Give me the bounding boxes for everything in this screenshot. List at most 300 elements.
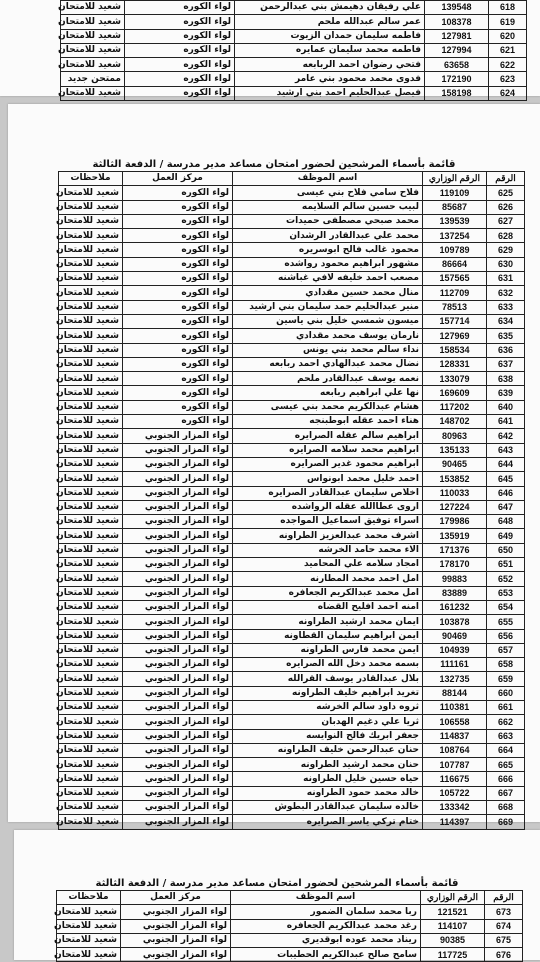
row-employee-name: فتحي رضوان احمد الربابعه	[235, 58, 425, 72]
row-notes: شعيد للامتحان	[59, 214, 123, 228]
row-workplace: لواء الكوره	[123, 229, 233, 243]
row-workplace: لواء المزار الجنوبي	[123, 429, 233, 443]
table-row	[59, 472, 525, 486]
row-ministry-id: 107787	[423, 758, 487, 772]
row-ministry-id: 108378	[425, 15, 489, 29]
row-notes: شعيد للامتحان	[59, 314, 123, 328]
row-number: 637	[487, 357, 525, 371]
row-number: 618	[489, 1, 527, 15]
row-employee-name: ثريا علي دغيم الهدبان	[233, 715, 423, 729]
row-workplace: لواء المزار الجنوبي	[123, 772, 233, 786]
row-number: 655	[487, 615, 525, 629]
row-notes: شعيد للامتحان	[59, 272, 123, 286]
row-employee-name: اخلاص سليمان عبدالقادر الصرايره	[233, 486, 423, 500]
row-workplace: لواء الكوره	[123, 314, 233, 328]
row-notes: شعيد للامتحان	[59, 457, 123, 471]
row-employee-name: فاطمه سليمان حمدان الزيوت	[235, 29, 425, 43]
table-row	[59, 200, 525, 214]
row-number: 656	[487, 629, 525, 643]
row-notes: شعيد للامتحان	[59, 700, 123, 714]
row-workplace: لواء الكوره	[123, 386, 233, 400]
table-row	[59, 515, 525, 529]
row-ministry-id: 117202	[423, 400, 487, 414]
row-employee-name: اروى عطاالله عقله الرواشده	[233, 500, 423, 514]
row-employee-name: ربا محمد سلمان الضمور	[231, 905, 421, 919]
row-ministry-id: 172190	[425, 72, 489, 86]
row-workplace: لواء المزار الجنوبي	[123, 543, 233, 557]
row-workplace: لواء المزار الجنوبي	[123, 672, 233, 686]
row-employee-name: اسراء توفيق اسماعيل المواجده	[233, 515, 423, 529]
table-row	[59, 715, 525, 729]
table-row	[61, 29, 527, 43]
row-number: 674	[485, 919, 523, 933]
row-ministry-id: 121521	[421, 905, 485, 919]
row-employee-name: حنان محمد ارشيد الطراونه	[233, 758, 423, 772]
table-row	[59, 186, 525, 200]
row-notes: شعيد للامتحان	[59, 815, 123, 829]
row-number: 642	[487, 429, 525, 443]
row-employee-name: جعفر ابريك فالح النوايسه	[233, 729, 423, 743]
row-workplace: لواء المزار الجنوبي	[123, 615, 233, 629]
row-employee-name: تغريد ابراهيم خليف الطراونه	[233, 686, 423, 700]
row-employee-name: رغد محمد عبدالكريم الجعافره	[231, 919, 421, 933]
row-workplace: لواء المزار الجنوبي	[123, 529, 233, 543]
row-ministry-id: 127224	[423, 500, 487, 514]
table-page-3	[56, 890, 522, 962]
row-ministry-id: 127994	[425, 43, 489, 57]
row-employee-name: هناء احمد عقله ابوطبنجه	[233, 415, 423, 429]
table-row	[59, 758, 525, 772]
table-page-2	[58, 171, 524, 873]
row-ministry-id: 179986	[423, 515, 487, 529]
row-workplace: لواء المزار الجنوبي	[123, 443, 233, 457]
row-notes: شعيد للامتحان	[59, 386, 123, 400]
row-ministry-id: 132735	[423, 672, 487, 686]
row-notes: شعيد للامتحان	[59, 529, 123, 543]
row-employee-name: عمر سالم عبدالله ملحم	[235, 15, 425, 29]
row-ministry-id: 80963	[423, 429, 487, 443]
row-workplace: لواء الكوره	[123, 300, 233, 314]
row-ministry-id: 139548	[425, 1, 489, 15]
table-row	[59, 815, 525, 829]
row-number: 619	[489, 15, 527, 29]
row-employee-name: ايمن ابراهيم سليمان القطاونه	[233, 629, 423, 643]
row-employee-name: منال محمد حسين مقدادي	[233, 286, 423, 300]
row-workplace: لواء الكوره	[123, 243, 233, 257]
row-number: 657	[487, 643, 525, 657]
row-ministry-id: 119109	[423, 186, 487, 200]
row-notes: شعيد للامتحان	[59, 743, 123, 757]
row-notes: شعيد للامتحان	[59, 801, 123, 815]
document-page-3	[14, 830, 540, 960]
row-workplace: لواء الكوره	[125, 29, 235, 43]
row-notes: شعيد للامتحان	[61, 58, 125, 72]
row-employee-name: بسمه محمد دخل الله الصرايره	[233, 658, 423, 672]
row-workplace: لواء المزار الجنوبي	[123, 486, 233, 500]
row-employee-name: محمود غالب فالح ابوسريره	[233, 243, 423, 257]
row-notes: شعيد للامتحان	[59, 343, 123, 357]
table-row	[59, 672, 525, 686]
candidates-table-3	[56, 890, 523, 962]
row-ministry-id: 127969	[423, 329, 487, 343]
row-ministry-id: 158534	[423, 343, 487, 357]
table-row	[59, 372, 525, 386]
table-row	[59, 343, 525, 357]
row-workplace: لواء الكوره	[123, 186, 233, 200]
table-row	[59, 500, 525, 514]
row-notes: شعيد للامتحان	[59, 572, 123, 586]
row-notes: شعيد للامتحان	[59, 300, 123, 314]
row-workplace: لواء الكوره	[125, 43, 235, 57]
row-ministry-id: 153852	[423, 472, 487, 486]
table-row	[59, 643, 525, 657]
table-row	[59, 801, 525, 815]
row-number: 620	[489, 29, 527, 43]
table-row	[57, 919, 523, 933]
row-ministry-id: 158198	[425, 86, 489, 100]
row-notes: شعيد للامتحان	[59, 672, 123, 686]
row-notes: شعيد للامتحان	[59, 357, 123, 371]
row-number: 624	[489, 86, 527, 100]
row-number: 636	[487, 343, 525, 357]
row-notes: شعيد للامتحان	[59, 243, 123, 257]
row-workplace: لواء الكوره	[123, 400, 233, 414]
row-notes: شعيد للامتحان	[59, 658, 123, 672]
row-notes: شعيد للامتحان	[59, 558, 123, 572]
row-notes: شعيد للامتحان	[57, 905, 121, 919]
document-page-1	[0, 0, 540, 99]
table-row	[59, 729, 525, 743]
row-ministry-id: 157714	[423, 314, 487, 328]
row-ministry-id: 111161	[423, 658, 487, 672]
row-notes: شعيد للامتحان	[59, 686, 123, 700]
row-number: 639	[487, 386, 525, 400]
table-row	[59, 286, 525, 300]
row-number: 669	[487, 815, 525, 829]
row-employee-name: علي رفيقان دهيمش بني عبدالرحمن	[235, 1, 425, 15]
row-notes: شعيد للامتحان	[59, 443, 123, 457]
row-ministry-id: 63658	[425, 58, 489, 72]
row-employee-name: ريناد محمد عوده ابوقديري	[231, 933, 421, 947]
row-number: 666	[487, 772, 525, 786]
row-notes: شعيد للامتحان	[61, 29, 125, 43]
row-ministry-id: 169609	[423, 386, 487, 400]
row-workplace: لواء المزار الجنوبي	[123, 786, 233, 800]
header-notes: ملاحظات	[59, 172, 123, 186]
row-workplace: لواء الكوره	[123, 415, 233, 429]
row-employee-name: نها علي ابراهيم ربابعه	[233, 386, 423, 400]
header-name: اسم الموظف	[233, 172, 423, 186]
row-ministry-id: 105722	[423, 786, 487, 800]
row-number: 658	[487, 658, 525, 672]
list-title: قائمة بأسماء المرشحين لحضور امتحان مساعد مدير مدرسة / الدفعة الثالثة	[92, 159, 456, 170]
table-row	[59, 572, 525, 586]
row-number: 652	[487, 572, 525, 586]
row-number: 675	[485, 933, 523, 947]
table-row	[59, 629, 525, 643]
candidates-table-2	[58, 171, 525, 873]
row-workplace: لواء المزار الجنوبي	[123, 729, 233, 743]
row-employee-name: هشام عبدالكريم محمد بني عيسى	[233, 400, 423, 414]
row-workplace: لواء المزار الجنوبي	[123, 758, 233, 772]
table-row	[57, 948, 523, 962]
row-notes: شعيد للامتحان	[59, 229, 123, 243]
row-number: 630	[487, 257, 525, 271]
table-row	[59, 229, 525, 243]
row-workplace: لواء المزار الجنوبي	[123, 586, 233, 600]
row-employee-name: احمد خليل محمد ابونواس	[233, 472, 423, 486]
table-row	[59, 543, 525, 557]
row-number: 664	[487, 743, 525, 757]
row-ministry-id: 137254	[423, 229, 487, 243]
row-number: 622	[489, 58, 527, 72]
row-workplace: لواء الكوره	[125, 15, 235, 29]
row-ministry-id: 116675	[423, 772, 487, 786]
row-number: 633	[487, 300, 525, 314]
row-workplace: لواء المزار الجنوبي	[123, 558, 233, 572]
row-employee-name: ابراهيم سالم عقله الصرايره	[233, 429, 423, 443]
table-row	[59, 700, 525, 714]
row-ministry-id: 148702	[423, 415, 487, 429]
table-row	[59, 257, 525, 271]
row-number: 661	[487, 700, 525, 714]
row-notes: شعيد للامتحان	[59, 729, 123, 743]
row-notes: شعيد للامتحان	[59, 486, 123, 500]
row-employee-name: الاء محمد حامد الخرشه	[233, 543, 423, 557]
row-number: 663	[487, 729, 525, 743]
row-number: 646	[487, 486, 525, 500]
table-row	[59, 786, 525, 800]
row-workplace: لواء المزار الجنوبي	[123, 472, 233, 486]
table-row	[61, 86, 527, 100]
table-row	[59, 457, 525, 471]
row-notes: شعيد للامتحان	[59, 586, 123, 600]
row-employee-name: فيصل عبدالحليم احمد بني ارشيد	[235, 86, 425, 100]
row-workplace: لواء المزار الجنوبي	[123, 686, 233, 700]
row-workplace: لواء الكوره	[125, 72, 235, 86]
table-row	[59, 329, 525, 343]
row-employee-name: فدوى محمد محمود بني عامر	[235, 72, 425, 86]
table-row	[59, 658, 525, 672]
row-number: 645	[487, 472, 525, 486]
row-ministry-id: 83889	[423, 586, 487, 600]
row-ministry-id: 112709	[423, 286, 487, 300]
header-notes: ملاحظات	[57, 891, 121, 905]
header-name: اسم الموظف	[231, 891, 421, 905]
table-row	[59, 615, 525, 629]
header-ministry-id: الرقم الوزاري	[423, 172, 487, 186]
row-employee-name: محمد صبحي مصطفى حميدات	[233, 214, 423, 228]
row-employee-name: امجاد سلامه علي المحاميد	[233, 558, 423, 572]
table-page-1	[60, 0, 526, 101]
header-workplace: مركز العمل	[123, 172, 233, 186]
row-workplace: لواء الكوره	[125, 58, 235, 72]
row-number: 659	[487, 672, 525, 686]
row-notes: شعيد للامتحان	[59, 415, 123, 429]
row-notes: شعيد للامتحان	[59, 543, 123, 557]
table-row	[59, 243, 525, 257]
table-row	[61, 15, 527, 29]
table-header	[59, 172, 525, 186]
row-number: 635	[487, 329, 525, 343]
row-number: 653	[487, 586, 525, 600]
row-employee-name: ايمان محمد ارشيد الطراونه	[233, 615, 423, 629]
row-employee-name: حياه حسين خليل الطراونه	[233, 772, 423, 786]
row-workplace: لواء المزار الجنوبي	[123, 515, 233, 529]
table-row	[59, 686, 525, 700]
row-employee-name: نارمان يوسف محمد مقدادي	[233, 329, 423, 343]
table-row	[57, 905, 523, 919]
row-ministry-id: 114397	[423, 815, 487, 829]
row-notes: شعيد للامتحان	[59, 515, 123, 529]
row-workplace: لواء الكوره	[123, 372, 233, 386]
row-workplace: لواء الكوره	[123, 343, 233, 357]
row-ministry-id: 106558	[423, 715, 487, 729]
row-employee-name: اشرف محمد عبدالعزيز الطراونه	[233, 529, 423, 543]
table-row	[59, 300, 525, 314]
row-notes: شعيد للامتحان	[59, 758, 123, 772]
row-number: 627	[487, 214, 525, 228]
row-notes: شعيد للامتحان	[61, 86, 125, 100]
row-workplace: لواء الكوره	[125, 1, 235, 15]
row-employee-name: فلاح سامي فلاح بني عيسى	[233, 186, 423, 200]
row-employee-name: بلال عبدالقادر يوسف القرالله	[233, 672, 423, 686]
row-number: 626	[487, 200, 525, 214]
row-notes: شعيد للامتحان	[59, 629, 123, 643]
table-row	[59, 400, 525, 414]
row-ministry-id: 104939	[423, 643, 487, 657]
row-ministry-id: 171376	[423, 543, 487, 557]
row-workplace: لواء الكوره	[125, 86, 235, 100]
row-number: 631	[487, 272, 525, 286]
row-workplace: لواء الكوره	[123, 286, 233, 300]
row-ministry-id: 178170	[423, 558, 487, 572]
row-employee-name: مصعب احمد خليفه لافي غباشنه	[233, 272, 423, 286]
row-notes: شعيد للامتحان	[61, 43, 125, 57]
row-notes: شعيد للامتحان	[59, 286, 123, 300]
row-notes: شعيد للامتحان	[59, 615, 123, 629]
table-row	[59, 357, 525, 371]
row-ministry-id: 139539	[423, 214, 487, 228]
table-row	[59, 586, 525, 600]
row-workplace: لواء الكوره	[123, 214, 233, 228]
row-ministry-id: 110033	[423, 486, 487, 500]
row-number: 644	[487, 457, 525, 471]
row-number: 625	[487, 186, 525, 200]
document-page-2	[8, 104, 540, 827]
row-ministry-id: 78513	[423, 300, 487, 314]
row-workplace: لواء المزار الجنوبي	[123, 801, 233, 815]
table-row	[59, 558, 525, 572]
table-row	[61, 1, 527, 15]
row-employee-name: امل محمد عبدالكريم الجعافره	[233, 586, 423, 600]
row-workplace: لواء المزار الجنوبي	[123, 715, 233, 729]
row-ministry-id: 117725	[421, 948, 485, 962]
row-employee-name: نضال محمد عبدالهادي احمد ربابعه	[233, 357, 423, 371]
row-workplace: لواء المزار الجنوبي	[123, 457, 233, 471]
row-number: 634	[487, 314, 525, 328]
row-workplace: لواء المزار الجنوبي	[123, 700, 233, 714]
row-employee-name: ابراهيم محمود غدير الصرايره	[233, 457, 423, 471]
row-number: 668	[487, 801, 525, 815]
table-row	[59, 529, 525, 543]
row-notes: شعيد للامتحان	[59, 186, 123, 200]
row-employee-name: ابراهيم محمد سلامه الصرايره	[233, 443, 423, 457]
row-ministry-id: 88144	[423, 686, 487, 700]
row-notes: شعيد للامتحان	[59, 429, 123, 443]
row-ministry-id: 86664	[423, 257, 487, 271]
row-ministry-id: 90385	[421, 933, 485, 947]
row-ministry-id: 85687	[423, 200, 487, 214]
table-row	[59, 272, 525, 286]
row-ministry-id: 109789	[423, 243, 487, 257]
table-row	[59, 214, 525, 228]
row-employee-name: ايمن محمد فارس الطراونه	[233, 643, 423, 657]
table-row	[59, 600, 525, 614]
row-number: 628	[487, 229, 525, 243]
row-employee-name: لبيب حسين سالم السلايمه	[233, 200, 423, 214]
row-notes: شعيد للامتحان	[59, 786, 123, 800]
row-workplace: لواء المزار الجنوبي	[121, 919, 231, 933]
row-ministry-id: 90465	[423, 457, 487, 471]
row-workplace: لواء المزار الجنوبي	[123, 629, 233, 643]
row-notes: شعيد للامتحان	[59, 200, 123, 214]
row-number: 623	[489, 72, 527, 86]
list-title-3: قائمة بأسماء المرشحين لحضور امتحان مساعد مدير مدرسة / الدفعة الثالثة	[95, 878, 459, 889]
row-number: 647	[487, 500, 525, 514]
table-row	[59, 743, 525, 757]
row-ministry-id: 99883	[423, 572, 487, 586]
row-workplace: لواء الكوره	[123, 257, 233, 271]
row-workplace: لواء المزار الجنوبي	[123, 658, 233, 672]
row-ministry-id: 133342	[423, 801, 487, 815]
row-notes: شعيد للامتحان	[59, 257, 123, 271]
row-notes: شعيد للامتحان	[57, 919, 121, 933]
row-employee-name: فاطمه محمد سليمان عمايره	[235, 43, 425, 57]
row-workplace: لواء الكوره	[123, 272, 233, 286]
row-ministry-id: 157565	[423, 272, 487, 286]
table-row	[57, 933, 523, 947]
row-ministry-id: 114107	[421, 919, 485, 933]
row-number: 640	[487, 400, 525, 414]
row-employee-name: سامح صالح عبدالكريم الحطيبات	[231, 948, 421, 962]
table-row	[61, 72, 527, 86]
row-employee-name: امل احمد محمد المطارنه	[233, 572, 423, 586]
row-ministry-id: 135133	[423, 443, 487, 457]
row-number: 654	[487, 600, 525, 614]
row-number: 641	[487, 415, 525, 429]
row-number: 632	[487, 286, 525, 300]
row-workplace: لواء المزار الجنوبي	[123, 815, 233, 829]
row-number: 650	[487, 543, 525, 557]
row-notes: شعيد للامتحان	[59, 500, 123, 514]
row-number: 662	[487, 715, 525, 729]
row-ministry-id: 108764	[423, 743, 487, 757]
row-workplace: لواء المزار الجنوبي	[121, 933, 231, 947]
row-number: 673	[485, 905, 523, 919]
row-ministry-id: 161232	[423, 600, 487, 614]
row-employee-name: نداء سالم محمد بني يونس	[233, 343, 423, 357]
row-notes: شعيد للامتحان	[61, 1, 125, 15]
row-ministry-id: 135919	[423, 529, 487, 543]
row-notes: شعيد للامتحان	[59, 772, 123, 786]
row-workplace: لواء المزار الجنوبي	[123, 600, 233, 614]
row-employee-name: نعمه يوسف عبدالقادر ملحم	[233, 372, 423, 386]
row-notes: شعيد للامتحان	[57, 933, 121, 947]
table-header	[57, 891, 523, 905]
table-row	[61, 43, 527, 57]
row-number: 621	[489, 43, 527, 57]
